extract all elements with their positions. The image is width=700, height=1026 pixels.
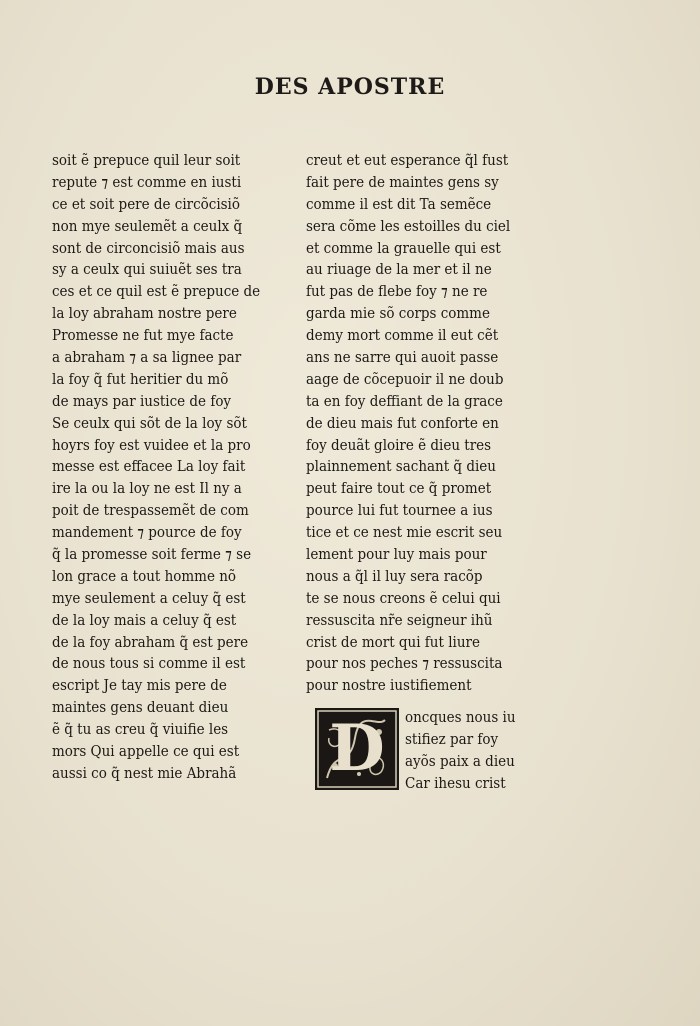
text-line: te se nous creons ẽ celui qui [306,590,501,607]
text-line: ces et ce quil est ẽ prepuce de [52,284,261,301]
text-line: ressuscita nr̃e seigneur ihũ [306,612,493,629]
text-line: nous a q̃l il luy sera racõp [306,568,483,585]
text-line: hoyrs foy est vuidee et la pro [52,437,251,454]
text-line: demy mort comme il eut cẽt [306,328,499,345]
text-line: non mye seulemẽt a ceulx q̃ [52,218,243,235]
text-line: ta en foy deffiant de la grace [306,393,503,410]
text-line: comme il est dit Ta semẽce [306,196,492,213]
text-line: au riuage de la mer et il ne [306,262,492,279]
initial-paragraph [315,708,555,798]
text-line: ire la ou la loy ne est Il ny a [52,481,242,498]
text-line: tice et ce nest mie escrit seu [306,525,503,542]
text-line: sy a ceulx qui suiuẽt ses tra [52,262,242,279]
text-line: la foy q̃ fut heritier du mõ [52,371,229,388]
text-line: de la foy abraham q̃ est pere [52,634,249,651]
text-line: garda mie sõ corps comme [306,306,490,323]
text-line: de nous tous si comme il est [52,656,246,673]
text-line: soit ẽ prepuce quil leur soit [52,153,241,169]
text-line: mors Qui appelle ce qui est [52,744,240,761]
text-line: sont de circoncisiõ mais aus [52,240,245,257]
text-line: de dieu mais fut conforte en [306,415,499,432]
right-column [306,151,510,698]
text-line: stifiez par foy [405,731,499,748]
text-line: mandement ⁊ pource de foy [52,525,242,542]
text-line: foy deuãt gloire ẽ dieu tres [306,437,492,454]
text-line: pource lui fut tournee a ius [306,503,493,520]
left-column [52,151,260,786]
text-line: aussi co q̃ nest mie Abrahã [52,765,237,782]
text-line: la loy abraham nostre pere [52,306,237,323]
text-line: de la loy mais a celuy q̃ est [52,612,237,629]
text-line: sera cõme les estoilles du ciel [306,218,511,235]
text-line: repute ⁊ est comme en iusti [52,174,242,191]
text-line: messe est effacee La loy fait [52,459,246,476]
text-line: oncques nous iu [405,710,516,726]
initial-letter: D [329,711,385,786]
text-line: a abraham ⁊ a sa lignee par [52,350,242,367]
text-line: lon grace a tout homme nõ [52,568,237,585]
text-line: fait pere de maintes gens sy [306,174,499,191]
text-line: ẽ q̃ tu as creu q̃ viuifie les [52,722,229,739]
text-line: crist de mort qui fut liure [306,634,480,651]
text-line: maintes gens deuant dieu [52,700,229,717]
text-line: peut faire tout ce q̃ promet [306,481,492,498]
decorated-initial [315,708,399,790]
text-line: creut et eut esperance q̃l fust [306,153,509,169]
text-line: et comme la grauelle qui est [306,240,501,257]
text-line: Promesse ne fut mye facte [52,328,234,345]
text-line: Car ihesu crist [405,775,506,792]
running-head: DES APOSTRE [254,74,446,100]
text-line: de mays par iustice de foy [52,393,232,410]
text-line: pour nostre iustifiement [306,678,472,695]
text-line: escript Je tay mis pere de [52,678,227,695]
text-line: plainnement sachant q̃ dieu [306,459,496,476]
text-line: aage de cõcepuoir il ne doub [306,371,504,388]
text-line: pour nos peches ⁊ ressuscita [306,656,503,673]
initial-text-lines [405,708,516,796]
text-line: Se ceulx qui sõt de la loy sõt [52,415,247,432]
text-line: ayõs paix a dieu [405,753,515,770]
text-line: lement pour luy mais pour [306,547,487,564]
text-line: ce et soit pere de circõcisiõ [52,196,240,213]
text-line: poit de trespassemẽt de com [52,503,249,520]
text-line: mye seulement a celuy q̃ est [52,590,246,607]
text-line: q̃ la promesse soit ferme ⁊ se [52,547,252,564]
text-line: ans ne sarre qui auoit passe [306,350,499,367]
text-line: fut pas de flebe foy ⁊ ne re [306,284,488,301]
